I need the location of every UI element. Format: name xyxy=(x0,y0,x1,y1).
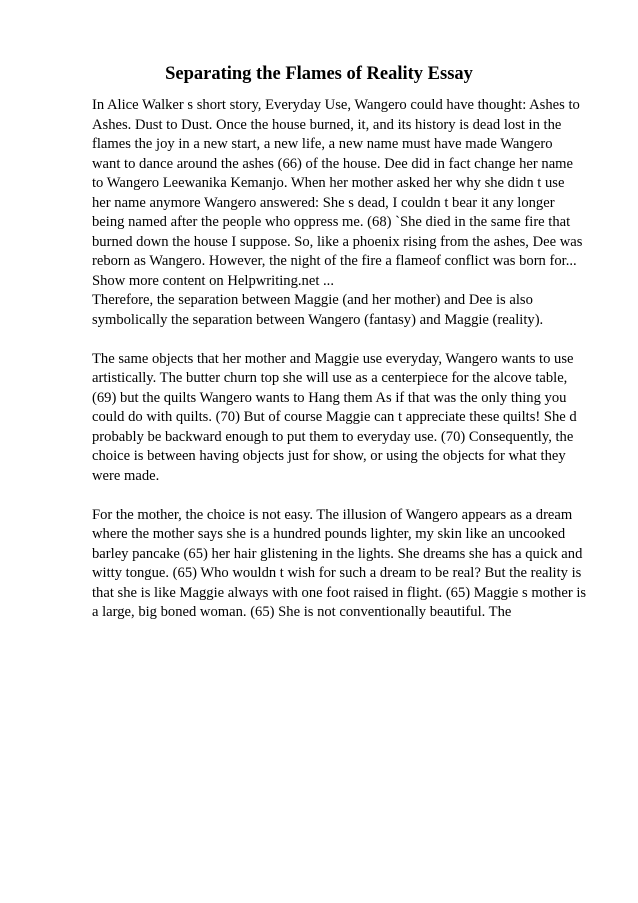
show-more-link[interactable]: Show more content on Helpwriting.net ... xyxy=(92,272,334,289)
paragraph-1 xyxy=(92,96,592,330)
text-line: probably be backward enough to put them to everyday use. (70) Consequently, the xyxy=(92,428,574,445)
text-line: flames the joy in a new start, a new life, a new name must have made Wangero xyxy=(92,136,553,152)
text-line: For the mother, the choice is not easy. The illusion of Wangero appears as a dream xyxy=(92,506,573,523)
text-line: where the mother says she is a hundred pounds lighter, my skin like an uncooked xyxy=(92,526,566,542)
text-line: (69) but the quilts Wangero wants to Hang them As if that was the only thing you xyxy=(92,389,567,406)
text-line: a large, big boned woman. (65) She is not conventionally beautiful. The xyxy=(92,604,512,620)
text-line: could do with quilts. (70) But of course Maggie can t appreciate these quilts! She d xyxy=(92,409,577,425)
text-line: that she is like Maggie always with one foot raised in flight. (65) Maggie s mother is xyxy=(92,584,587,601)
text-line: artistically. The butter churn top she will use as a centerpiece for the alcove table, xyxy=(92,370,568,386)
text-line: The same objects that her mother and Maggie use everyday, Wangero wants to use xyxy=(92,350,574,367)
paragraph-2 xyxy=(92,350,592,487)
text-line: want to dance around the ashes (66) of the house. Dee did in fact change her name xyxy=(92,155,574,172)
text-line: reborn as Wangero. However, the night of the fire a flameof conflict was born for... xyxy=(92,253,577,269)
text-line: Ashes. Dust to Dust. Once the house burned, it, and its history is dead lost in the xyxy=(92,116,562,133)
paragraph-gap xyxy=(92,330,592,350)
text-line: to Wangero Leewanika Kemanjo. When her mother asked her why she didn t use xyxy=(92,175,565,191)
text-line: were made. xyxy=(92,467,160,484)
text-line: Therefore, the separation between Maggie (and her mother) and Dee is also xyxy=(92,292,533,308)
text-line: symbolically the separation between Wangero (fantasy) and Maggie (reality). xyxy=(92,311,544,328)
text-line: witty tongue. (65) Who wouldn t wish for such a dream to be real? But the reality is xyxy=(92,565,582,581)
paragraph-gap xyxy=(92,486,592,506)
text-line: her name anymore Wangero answered: She s dead, I couldn t bear it any longer xyxy=(92,194,555,211)
paragraph-3 xyxy=(92,506,592,623)
text-line: barley pancake (65) her hair glistening in the lights. She dreams she has a quick and xyxy=(92,545,583,562)
text-line: being named after the people who oppress me. (68) `She died in the same fire that xyxy=(92,214,571,230)
document-body xyxy=(92,96,592,623)
text-line: In Alice Walker s short story, Everyday Use, Wangero could have thought: Ashes to xyxy=(92,97,580,113)
text-line: choice is between having objects just for show, or using the objects for what they xyxy=(92,448,566,464)
document-title: Separating the Flames of Reality Essay xyxy=(165,64,473,84)
text-line: burned down the house I suppose. So, like a phoenix rising from the ashes, Dee was xyxy=(92,233,583,250)
